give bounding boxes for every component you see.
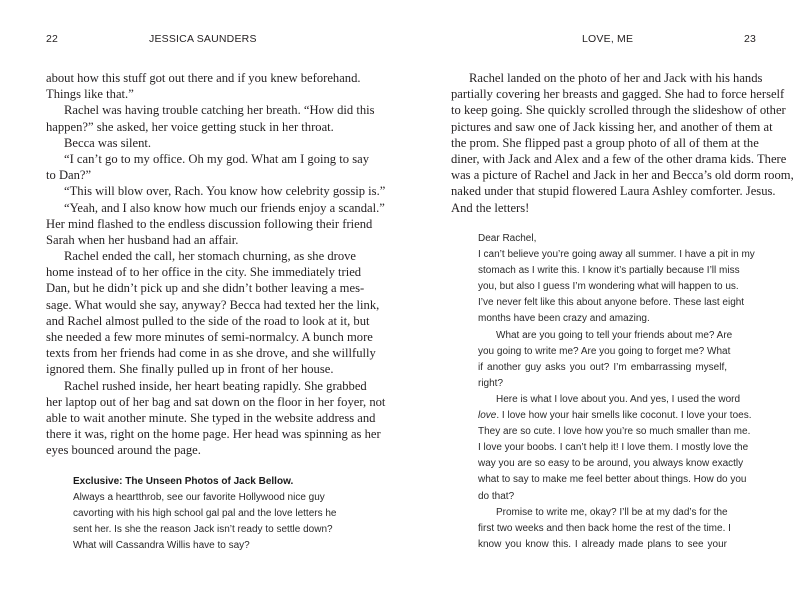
text-line: her laptop out of her bag and sat down on the floor in her foyer, not xyxy=(46,394,386,409)
text-line: first two weeks and then back home the rest of the time. I xyxy=(478,522,731,534)
excerpt-line: cavorting with his high school gal pal and the love letters he xyxy=(73,508,337,520)
text-line: And the letters! xyxy=(451,200,530,215)
text-line: able to wait another minute. She typed in the website address and xyxy=(46,410,376,425)
text-line: diner, with Jack and Alex and a few of the other drama kids. There xyxy=(451,151,787,166)
text-line: you, but also I guess I’m wondering what will happen to us. xyxy=(478,281,739,293)
text-line: Rachel was having trouble catching her breath. “How did this xyxy=(64,103,375,118)
text-line: Her mind flashed to the endless discussion following their friend xyxy=(46,216,373,231)
text-line: there it was, right on the home page. Her head was spinning as her xyxy=(46,427,381,442)
text-line: do that? xyxy=(478,490,515,502)
running-head-author: JESSICA SAUNDERS xyxy=(149,33,257,45)
text-line: to Dan?” xyxy=(46,168,92,183)
text-line: to keep going. She quickly scrolled through the slideshow of other xyxy=(451,103,786,118)
text-line: Things like that.” xyxy=(46,87,134,102)
excerpt-title: Exclusive: The Unseen Photos of Jack Bellow. xyxy=(73,476,294,487)
running-head-title: LOVE, ME xyxy=(582,33,634,45)
text-line: you going to write me? Are you going to forget me? What xyxy=(478,345,731,357)
love-letter xyxy=(478,231,755,553)
text-line: texts from her friends had come in as she drove, and she willfully xyxy=(46,346,376,361)
text-line: Becca was silent. xyxy=(64,135,152,150)
body-text xyxy=(451,70,794,216)
excerpt-line: What will Cassandra Willis have to say? xyxy=(73,540,250,552)
text-line: months have been crazy and amazing. xyxy=(478,313,650,325)
text-line: home instead of to her office in the city. She immediately tried xyxy=(46,265,362,280)
text-line: “Yeah, and I also know how much our friends enjoy a scandal.” xyxy=(64,200,385,215)
text-line: know you know this. I already made plans to see your xyxy=(478,538,727,550)
text-line: They are so cute. I love how you’re so much smaller than me. xyxy=(478,426,751,438)
text-line xyxy=(478,408,752,424)
text-line: I love your boobs. I can’t help it! I love them. I mostly love the xyxy=(478,442,749,454)
text-line: stomach as I write this. I know it’s partially because I’ll miss xyxy=(478,265,740,277)
text-line: she needed a few more minutes of semi-normalcy. A bunch more xyxy=(46,330,373,344)
text-line: way you are so easy to be around, you always know exactly xyxy=(478,458,744,470)
text-line: the prom. She flipped past a group photo of all of them at the xyxy=(451,135,759,150)
text-line: and Rachel almost pulled to the side of the road to look at it, but xyxy=(46,313,370,328)
text-line: Here is what I love about you. And yes, I used the word xyxy=(496,393,741,405)
text-line: pictures and saw one of Jack kissing her, and another of them at xyxy=(451,119,773,134)
text-line: was a picture of Rachel and Jack in her and Becca’s old dorm room, xyxy=(451,168,794,183)
right-page xyxy=(400,0,800,600)
text-line: Sarah when her husband had an affair. xyxy=(46,232,239,247)
letter-greeting: Dear Rachel, xyxy=(478,233,537,244)
text-line: Rachel rushed inside, her heart beating rapidly. She grabbed xyxy=(64,378,367,393)
italic-word: love xyxy=(478,410,497,422)
text-line: what to say to make me feel better about things. How do you xyxy=(478,474,747,486)
excerpt-line: sent her. Is she the reason Jack isn’t ready to settle down? xyxy=(73,524,333,536)
text-line: eyes bounced around the page. xyxy=(46,443,201,458)
text-line: I’ve never felt like this about anyone before. These last eight xyxy=(478,297,745,309)
text-line: Promise to write me, okay? I’ll be at my dad’s for the xyxy=(496,506,728,518)
text-line: Rachel landed on the photo of her and Jack with his hands xyxy=(469,71,763,85)
text-line: about how this stuff got out there and if you knew beforehand. xyxy=(46,71,361,85)
page-number: 23 xyxy=(744,33,757,45)
text-line: happen?” she asked, her voice getting stuck in her throat. xyxy=(46,119,334,134)
website-excerpt xyxy=(73,474,337,554)
text-line: right? xyxy=(478,377,504,389)
text-line: What are you going to tell your friends about me? Are xyxy=(496,329,733,341)
text-line: ignored them. She finally pulled up in front of her house. xyxy=(46,362,334,377)
text-line: “This will blow over, Rach. You know how celebrity gossip is.” xyxy=(64,184,386,199)
text-line: naked under that stupid flowered Laura Ashley comforter. Jesus. xyxy=(451,184,776,199)
page-number: 22 xyxy=(46,33,59,45)
line-rest: . I love how your hair smells like coconut. I love your toes. xyxy=(496,410,752,422)
body-text xyxy=(46,70,386,459)
text-line: “I can’t go to my office. Oh my god. What am I going to say xyxy=(64,151,369,166)
text-line: Rachel ended the call, her stomach churning, as she drove xyxy=(64,249,356,264)
excerpt-line: Always a heartthrob, see our favorite Hollywood nice guy xyxy=(73,492,325,503)
text-line: if another guy asks you out? I’m embarrassing myself, xyxy=(478,361,727,373)
text-line: sage. What would she say, anyway? Becca had texted her the link, xyxy=(46,297,380,312)
text-line: Dan, but he didn’t pick up and she didn’t bother leaving a mes- xyxy=(46,281,365,296)
text-line: partially covering her breasts and gagged. She had to force herself xyxy=(451,87,785,102)
text-line: I can’t believe you’re going away all summer. I have a pit in my xyxy=(478,249,755,261)
